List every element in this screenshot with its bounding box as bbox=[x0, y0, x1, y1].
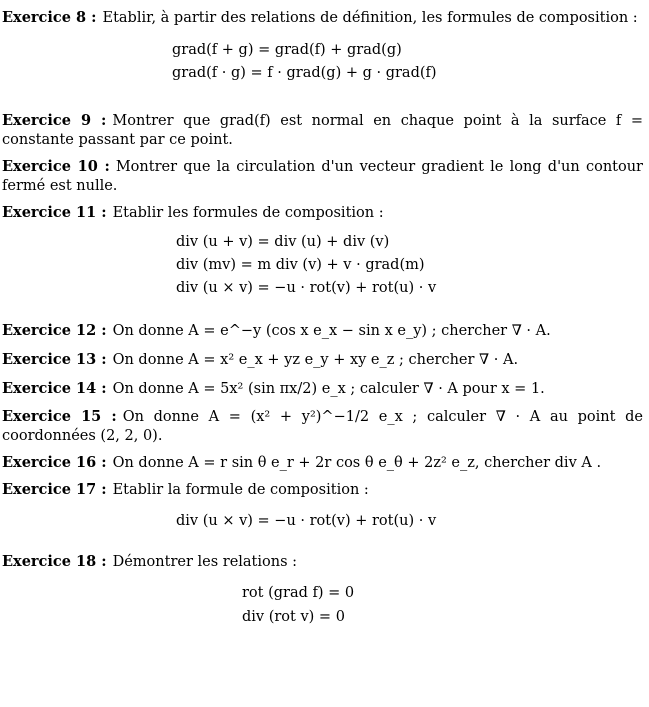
exercise-11-equation-3: div (u × v) = −u · rot(v) + rot(u) · v bbox=[176, 280, 437, 296]
exercise-17-label: Exercice 17 : bbox=[2, 481, 107, 498]
exercise-18-equation-2: div (rot v) = 0 bbox=[242, 609, 345, 625]
exercise-15-label: Exercice 15 : bbox=[2, 408, 117, 425]
exercise-18 bbox=[2, 552, 643, 572]
exercise-18-equation-1: rot (grad f) = 0 bbox=[242, 585, 355, 601]
exercise-13-label: Exercice 13 : bbox=[2, 351, 107, 368]
exercise-18-text: Démontrer les relations : bbox=[112, 554, 298, 570]
exercise-17-text: Etablir la formule de composition : bbox=[112, 482, 369, 498]
exercise-12-label: Exercice 12 : bbox=[2, 322, 107, 339]
exercise-8-equation-1: grad(f + g) = grad(f) + grad(g) bbox=[172, 42, 402, 58]
exercise-11-text: Etablir les formules de composition : bbox=[112, 205, 384, 221]
exercise-9-text: Montrer que grad(f) est normal en chaque point à la surface f = constante passant par ce point. bbox=[2, 113, 643, 148]
exercise-15-text: On donne A = (x² + y²)^−1/2 e_x ; calculer ∇ · A au point de coordonnées (2, 2, 0). bbox=[2, 409, 643, 444]
exercise-11-label: Exercice 11 : bbox=[2, 204, 107, 221]
exercise-17 bbox=[2, 480, 643, 500]
exercise-10 bbox=[2, 157, 643, 196]
exercise-13-text: On donne A = x² e_x + yz e_y + xy e_z ; chercher ∇ · A. bbox=[112, 352, 519, 368]
exercise-11-equation-2: div (mv) = m div (v) + v · grad(m) bbox=[176, 257, 425, 273]
exercise-11 bbox=[2, 203, 643, 223]
exercise-17-equation-1: div (u × v) = −u · rot(v) + rot(u) · v bbox=[176, 513, 437, 529]
exercise-12-text: On donne A = e^−y (cos x e_x − sin x e_y) ; chercher ∇ · A. bbox=[112, 323, 551, 339]
exercise-14-label: Exercice 14 : bbox=[2, 380, 107, 397]
exercise-13 bbox=[2, 350, 643, 370]
exercise-14 bbox=[2, 379, 643, 399]
exercise-14-text: On donne A = 5x² (sin πx/2) e_x ; calculer ∇ · A pour x = 1. bbox=[112, 381, 545, 397]
exercise-15 bbox=[2, 407, 643, 446]
exercise-8-label: Exercice 8 : bbox=[2, 9, 97, 26]
exercise-9 bbox=[2, 111, 643, 150]
exercise-18-label: Exercice 18 : bbox=[2, 553, 107, 570]
exercise-10-label: Exercice 10 : bbox=[2, 158, 110, 175]
exercise-10-text: Montrer que la circulation d'un vecteur gradient le long d'un contour fermé est nulle. bbox=[2, 159, 643, 194]
exercise-11-equation-1: div (u + v) = div (u) + div (v) bbox=[176, 234, 390, 250]
exercise-16-label: Exercice 16 : bbox=[2, 454, 107, 471]
exercise-16 bbox=[2, 453, 643, 473]
exercise-9-label: Exercice 9 : bbox=[2, 112, 107, 129]
exercise-12 bbox=[2, 321, 643, 341]
exercise-8-text: Etablir, à partir des relations de définition, les formules de composition : bbox=[102, 10, 638, 26]
exercise-8-equation-2: grad(f · g) = f · grad(g) + g · grad(f) bbox=[172, 65, 437, 81]
exercise-8 bbox=[2, 8, 643, 28]
exercise-16-text: On donne A = r sin θ e_r + 2r cos θ e_θ + 2z² e_z, chercher div A . bbox=[112, 455, 602, 471]
